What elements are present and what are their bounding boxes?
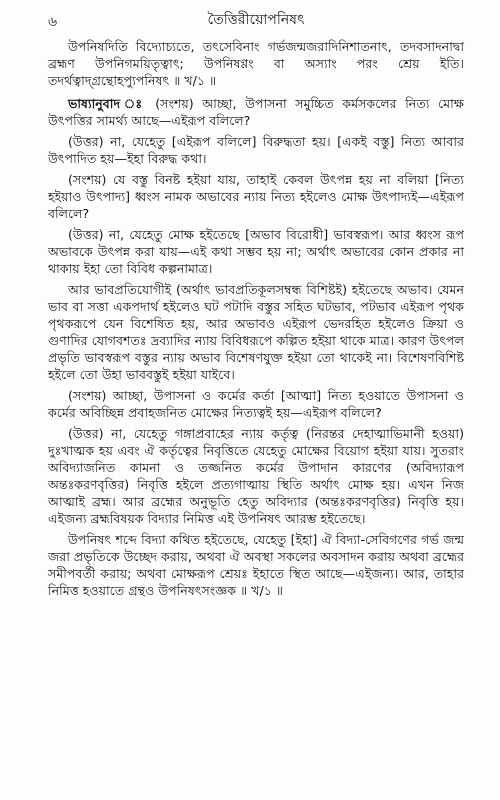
translation-label: ভাষ্যানুবাদ ঃ — [68, 96, 147, 111]
page-header — [48, 8, 464, 38]
sanskrit-commentary: উপনিষদিতি বিদ্যোচ্যতে, তৎসেবিনাং গর্ভজন্মজরাদিনিশাতনাৎ, তদবসাদনাদ্বা ব্রহ্মণ উপনিগময়িতৃত্বাৎ; উপনিষণ্ণং বা অস্যাং পরং শ্রেয় ইতি। তদর্থত্বাদ্‌গ্রন্থোহপ্যুপনিষৎ ॥ খ/১ ॥ — [48, 39, 464, 88]
translation-paragraph-4: (উত্তর) না, যেহেতু মোক্ষ হইতেছে [অভাব বিরোধী] ভাবস্বরূপ। আর ধ্বংস রূপ অভাবকে উৎপন্ন করা যায়—এই কথা সম্ভব হয় না; অর্থাৎ অভাবের কোন প্রকার না থাকায় ইহা তো বিবিধ কল্পনামাত্র। — [48, 227, 464, 276]
translation-paragraph-8: উপনিষৎ শব্দে বিদ্যা কথিত হইতেছে, যেহেতু [ইহা] ঐ বিদ্যা-সেবিগণের গর্ভ জন্ম জরা প্রভৃতিকে উচ্ছেদ করায়, অথবা ঐ অবস্থা সকলের অবসাদন করায় অথবা ব্রহ্মের সমীপবর্তী করায়; অথবা মোক্ষরূপ শ্রেয়ঃ ইহাতে স্থিত আছে—এইজন্য। আর, তাহার নিমিত্ত হওয়াতে গ্রন্থও উপনিষৎসংজ্ঞক ॥ খ/১ ॥ — [48, 532, 464, 598]
translation-paragraph-3: (সংশয়) যে বস্তু বিনষ্ট হইয়া যায়, তাহাই কেবল উৎপন্ন হয় না বলিয়া [নিত্য হইয়াও উৎপাদ্য] ধ্বংস নামক অভাবের ন্যায় নিত্য হইলেও মোক্ষ উৎপাদ্যই—এইরূপ বলিলে? — [48, 172, 464, 221]
translation-paragraph-6: (সংশয়) আচ্ছা, উপাসনা ও কর্মের কর্তা [আত্মা] নিত্য হওয়াতে উপাসনা ও কর্মের অবিচ্ছিন্ন প্রবাহজনিত মোক্ষের নিত্যত্বই হয়—এইরূপ বলিলে? — [48, 388, 464, 420]
translation-paragraph-7: (উত্তর) না, যেহেতু গঙ্গাপ্রবাহের ন্যায় কর্তৃত্ব (নিরন্তর দেহাত্মাভিমানী হওয়া) দুঃখাত্মক হয় এবং ঐ কর্তৃত্বের নিবৃত্তিতে যেহেতু মোক্ষের বিয়োগ হইয়া যায়। সুতরাং অবিদ্যাজনিত কামনা ও তজ্জনিত কর্মের উপাদান কারণের (অবিদ্যারূপ অন্তঃকরণবৃত্তির) নিবৃত্তি হইলে প্রত্যগাত্মায় স্থিতি অর্থাৎ মোক্ষ হয়। এখন নিজ আত্মাই ব্রহ্ম। আর ব্রহ্মের অনুভূতি হেতু অবিদ্যার (অন্তঃকরণবৃত্তির) নিবৃত্তি হয়। এইজন্য ব্রহ্মবিষয়ক বিদ্যার নিমিত্ত এই উপনিষৎ আরম্ভ হইতেছে। — [48, 426, 464, 526]
translation-paragraph-1 — [48, 95, 464, 129]
running-title: তৈত্তিরীয়োপনিষৎ — [207, 12, 305, 28]
translation-text-1: (সংশয়) আচ্ছা, উপাসনা সমুচ্চিত কর্মসকলের নিত্য মোক্ষ উৎপত্তির সামর্থ্য আছে—এইরূপ বলিলে? — [48, 96, 464, 128]
translation-paragraph-2: (উত্তর) না, যেহেতু [এইরূপ বলিলে] বিরুদ্ধতা হয়। [একই বস্তু] নিত্য আবার উৎপাদিত হয়—ইহা বিরুদ্ধ কথা। — [48, 134, 464, 166]
page-number: ৬ — [48, 14, 58, 30]
translation-paragraph-5: আর ভাবপ্রতিযোগীই (অর্থাৎ ভাবপ্রতিকূলসম্বন্ধ বিশিষ্টই) হইতেছে অভাব। যেমন ভাব বা সত্তা একপদার্থ হইলেও ঘট পটাদি বস্তুর সহিত ঘটভাব, পটভাব এইরূপ পৃথক পৃথকরূপে যেন বিশেষিত হয়, আর অভাবও এইরূপ ভেদরহিত হইলেও ক্রিয়া ও গুণাদির যোগবশতঃ দ্রব্যাদির ন্যায় বিবিধরূপে কল্পিত হইয়া থাকে মাত্র। কারণ উৎপল প্রভৃতি ভাবস্বরূপ বস্তুর ন্যায় অভাব বিশেষণযুক্ত হইয়া তো থাকেই না। বিশেষণবিশিষ্ট হইলে তো উহা ভাববস্তুই হইয়া যাইবে। — [48, 282, 464, 382]
